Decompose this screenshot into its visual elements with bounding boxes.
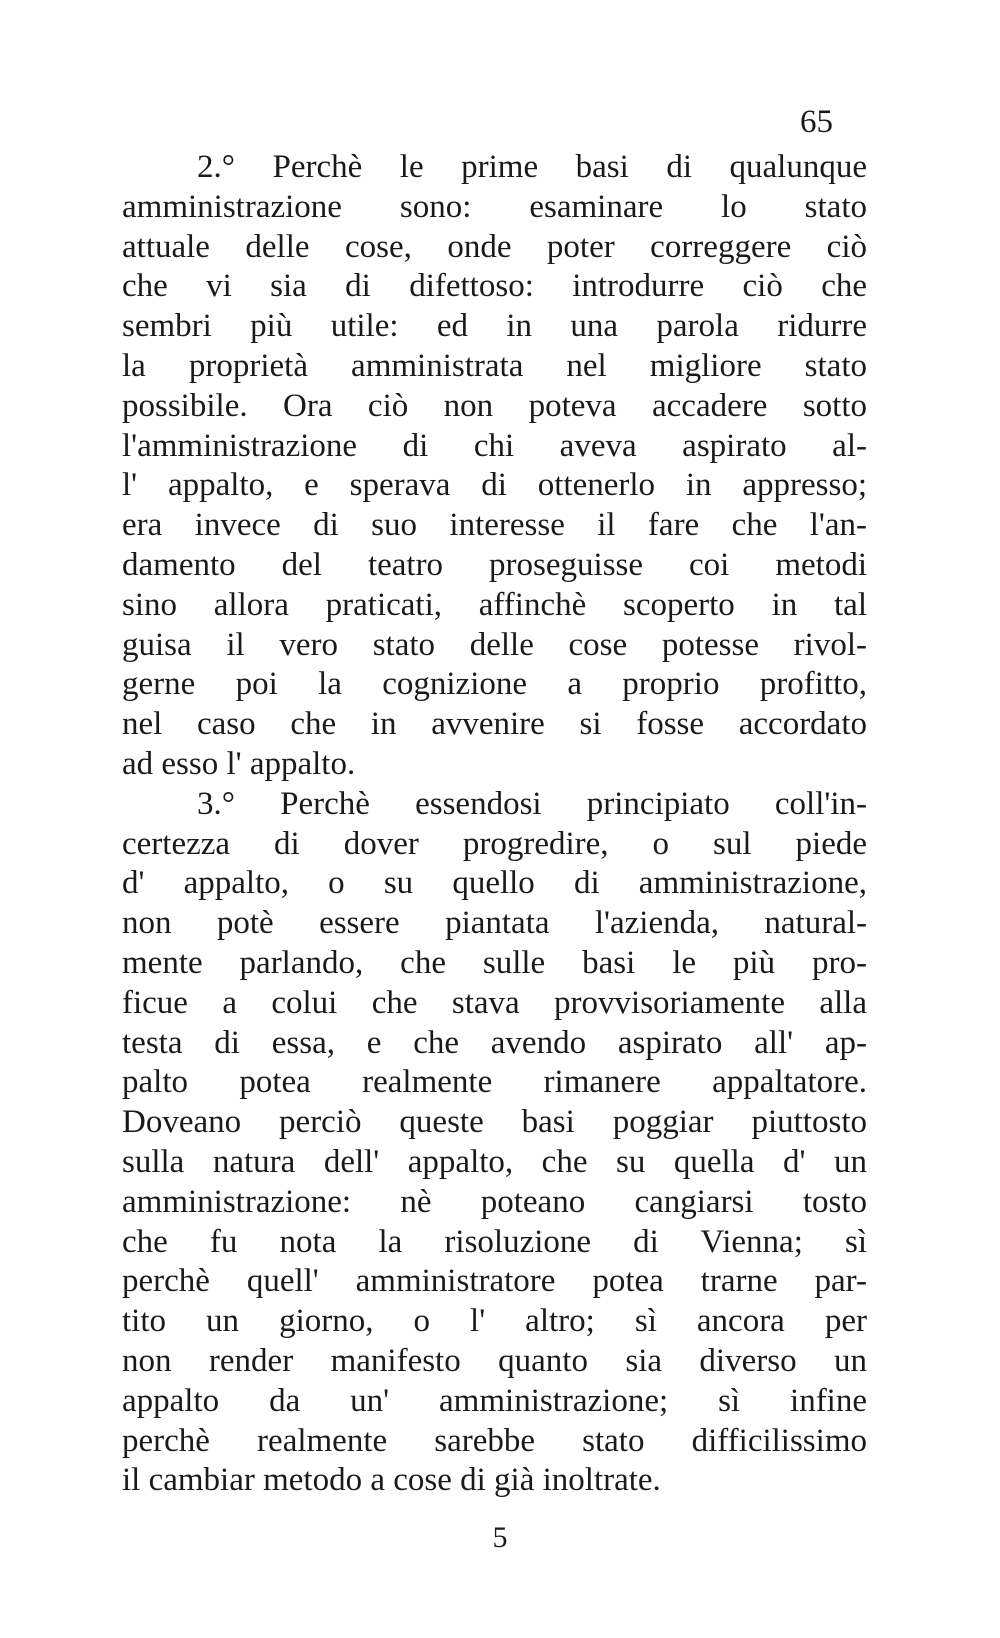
text-line: era invece di suo interesse il fare che l'an- — [122, 507, 867, 544]
text-line: 2.° Perchè le prime basi di qualunque — [197, 149, 867, 185]
text-line: damento del teatro proseguisse coi metodi — [122, 546, 867, 583]
text-line: perchè realmente sarebbe stato difficilissimo — [122, 1422, 867, 1459]
text-line: appalto da un' amministrazione; sì infine — [122, 1382, 867, 1419]
text-line: d' appalto, o su quello di amministrazione, — [122, 865, 867, 902]
text-line: non render manifesto quanto sia diverso un — [122, 1342, 867, 1379]
text-line: che vi sia di difettoso: introdurre ciò che — [122, 268, 867, 305]
text-line: possibile. Ora ciò non poteva accadere sotto — [122, 387, 867, 424]
text-line: perchè quell' amministratore potea trarne par- — [122, 1263, 867, 1300]
text-line: ad esso l' appalto. — [122, 745, 356, 782]
text-line: 3.° Perchè essendosi principiato coll'in- — [197, 785, 867, 822]
text-line: sembri più utile: ed in una parola ridurre — [122, 308, 867, 345]
text-line: certezza di dover progredire, o sul piede — [122, 825, 867, 862]
text-line: che fu nota la risoluzione di Vienna; sì — [122, 1223, 867, 1260]
text-line: amministrazione: nè poteano cangiarsi tosto — [122, 1183, 867, 1220]
text-line: sino allora praticati, affinchè scoperto in tal — [122, 586, 867, 623]
text-line: guisa il vero stato delle cose potesse rivol- — [122, 626, 867, 663]
text-line: l'amministrazione di chi aveva aspirato al- — [122, 427, 867, 464]
body-text — [122, 148, 867, 1501]
text-line: tito un giorno, o l' altro; sì ancora per — [122, 1303, 867, 1340]
text-line: gerne poi la cognizione a proprio profitto, — [122, 666, 867, 703]
text-line: ficue a colui che stava provvisoriamente alla — [122, 984, 867, 1021]
text-line: nel caso che in avvenire si fosse accordato — [122, 706, 867, 743]
text-line: l' appalto, e sperava di ottenerlo in appresso; — [122, 467, 867, 504]
text-line: amministrazione sono: esaminare lo stato — [122, 188, 867, 225]
text-line: il cambiar metodo a cose di già inoltrate. — [122, 1462, 661, 1499]
signature-mark: 5 — [492, 1521, 508, 1554]
text-line: sulla natura dell' appalto, che su quella d' un — [122, 1143, 867, 1180]
text-line: non potè essere piantata l'azienda, natural- — [122, 905, 867, 942]
text-line: Doveano perciò queste basi poggiar piuttosto — [122, 1104, 867, 1141]
text-line: testa di essa, e che avendo aspirato all' ap- — [122, 1024, 867, 1061]
text-line: la proprietà amministrata nel migliore stato — [122, 347, 867, 384]
text-line: palto potea realmente rimanere appaltatore. — [122, 1064, 867, 1101]
page-number: 65 — [800, 104, 833, 140]
text-line: mente parlando, che sulle basi le più pro- — [122, 944, 867, 981]
text-line: attuale delle cose, onde poter correggere ciò — [122, 228, 867, 265]
